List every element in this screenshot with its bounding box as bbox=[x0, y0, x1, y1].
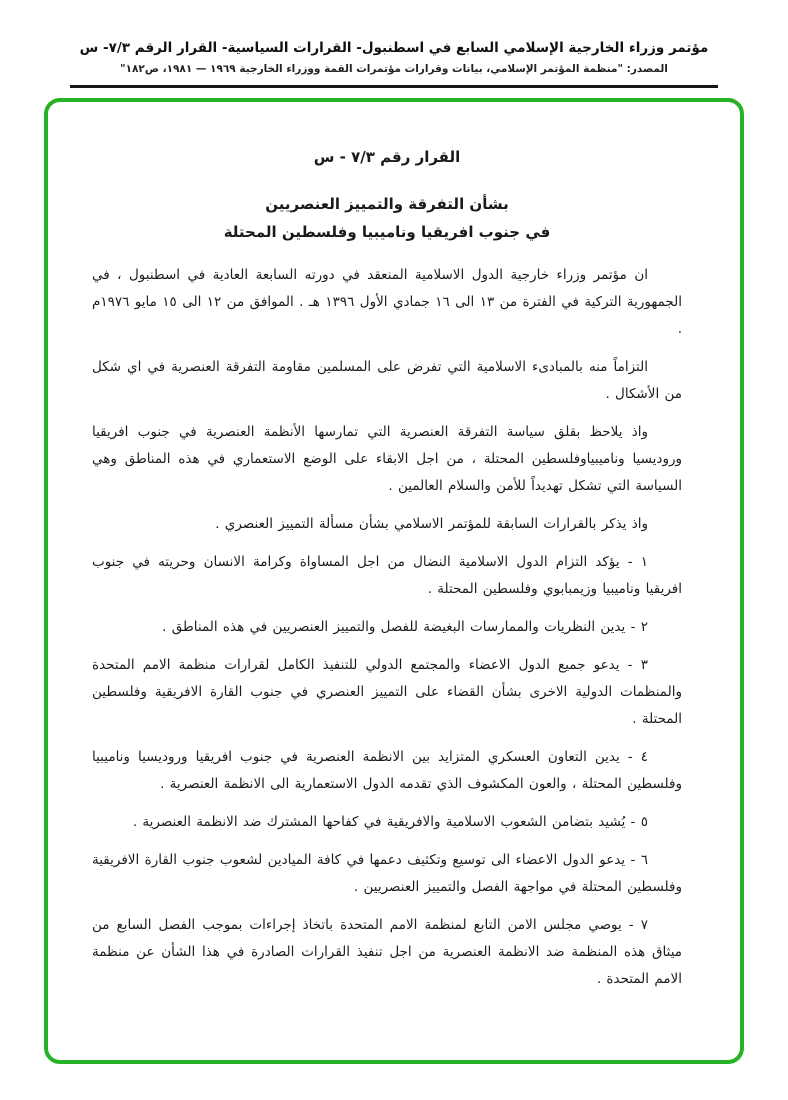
header-source-line: المصدر: "منظمة المؤتمر الإسلامي، بيانات وقرارات مؤتمرات القمة ووزراء الخارجية ١٩٦٩ — ١٩٨١، ص١٨٢" bbox=[120, 63, 668, 75]
paragraph-item-2: ٢ - يدين النظريات والممارسات البغيضة للفصل والتمييز العنصريين في هذه المناطق . bbox=[162, 619, 648, 635]
subject-line-2: في جنوب افريقيا وناميبيا وفلسطين المحتلة bbox=[223, 223, 551, 241]
paragraph-item-4: ٤ - يدين التعاون العسكري المتزايد بين الانظمة العنصرية في جنوب افريقيا وروديسيا وناميبيا وفلسطين المحتلة ، والعون المكشوف الذي تقدمه الدول الاستعمارية الى الانظمة العنصرية . bbox=[92, 749, 682, 792]
paragraph-item-7: ٧ - يوصي مجلس الامن التابع لمنظمة الامم المتحدة باتخاذ إجراءات بموجب الفصل السابع من ميثاق هذه المنظمة ضد الانظمة العنصرية من اجل تنفيذ القرارات الصادرة في هذا الشأن عن منظمة الامم المتحدة . bbox=[92, 917, 682, 987]
paragraph-item-3: ٣ - يدعو جميع الدول الاعضاء والمجتمع الدولي للتنفيذ الكامل لقرارات منظمة الامم المتحدة والمنظمات الدولية الاخرى بشأن القضاء على التمييز العنصري في جنوب القارة الافريقية وفلسطين المحتلة . bbox=[92, 657, 682, 727]
paragraph-preamble-3: واذ يلاحظ بقلق سياسة التفرقة العنصرية التي تمارسها الأنظمة العنصرية في جنوب افريقيا وروديسيا وناميبياوفلسطين المحتلة ، من اجل الابقاء على الوضع الاستعماري في هذه المناطق وهي السياسة التي تشكل تهديداً للأمن والسلام العالمين . bbox=[92, 424, 682, 494]
page-header bbox=[0, 0, 788, 75]
resolution-subject bbox=[92, 190, 682, 246]
header-divider bbox=[70, 85, 718, 88]
paragraph-preamble-2: التزاماً منه بالمبادىء الاسلامية التي تفرض على المسلمين مقاومة التفرقة العنصرية في اي شكل من الأشكال . bbox=[92, 359, 682, 402]
paragraph-item-1: ١ - يؤكد التزام الدول الاسلامية النضال من اجل المساواة وكرامة الانسان وحريته في جنوب افريقيا وناميبيا وزيمبابوي وفلسطين المحتلة . bbox=[92, 554, 682, 597]
header-title-line: مؤتمر وزراء الخارجية الإسلامي السابع في اسطنبول- القرارات السياسية- القرار الرقم ٧/٣- س bbox=[79, 40, 709, 56]
resolution-title: القرار رقم ٧/٣ - س bbox=[313, 148, 461, 166]
paragraph-preamble-1: ان مؤتمر وزراء خارجية الدول الاسلامية المنعقد في دورته السابعة العادية في اسطنبول ، في الجمهورية التركية في الفترة من ١٣ الى ١٦ جمادي الأول ١٣٩٦ هـ . الموافق من ١٢ الى ١٥ مايو ١٩٧٦م . bbox=[92, 267, 682, 337]
paragraph-preamble-4: واذ يذكر بالقرارات السابقة للمؤتمر الاسلامي بشأن مسألة التمييز العنصري . bbox=[215, 516, 648, 532]
paragraph-item-6: ٦ - يدعو الدول الاعضاء الى توسيع وتكثيف دعمها في كافة الميادين لشعوب جنوب القارة الافريقية وفلسطين المحتلة في مواجهة الفصل والتمييز العنصريين . bbox=[92, 852, 682, 895]
document-frame bbox=[44, 98, 744, 1064]
paragraph-item-5: ٥ - يُشيد بتضامن الشعوب الاسلامية والافريقية في كفاحها المشترك ضد الانظمة العنصرية . bbox=[132, 814, 648, 830]
subject-line-1: بشأن التفرقة والتمييز العنصريين bbox=[265, 195, 509, 213]
